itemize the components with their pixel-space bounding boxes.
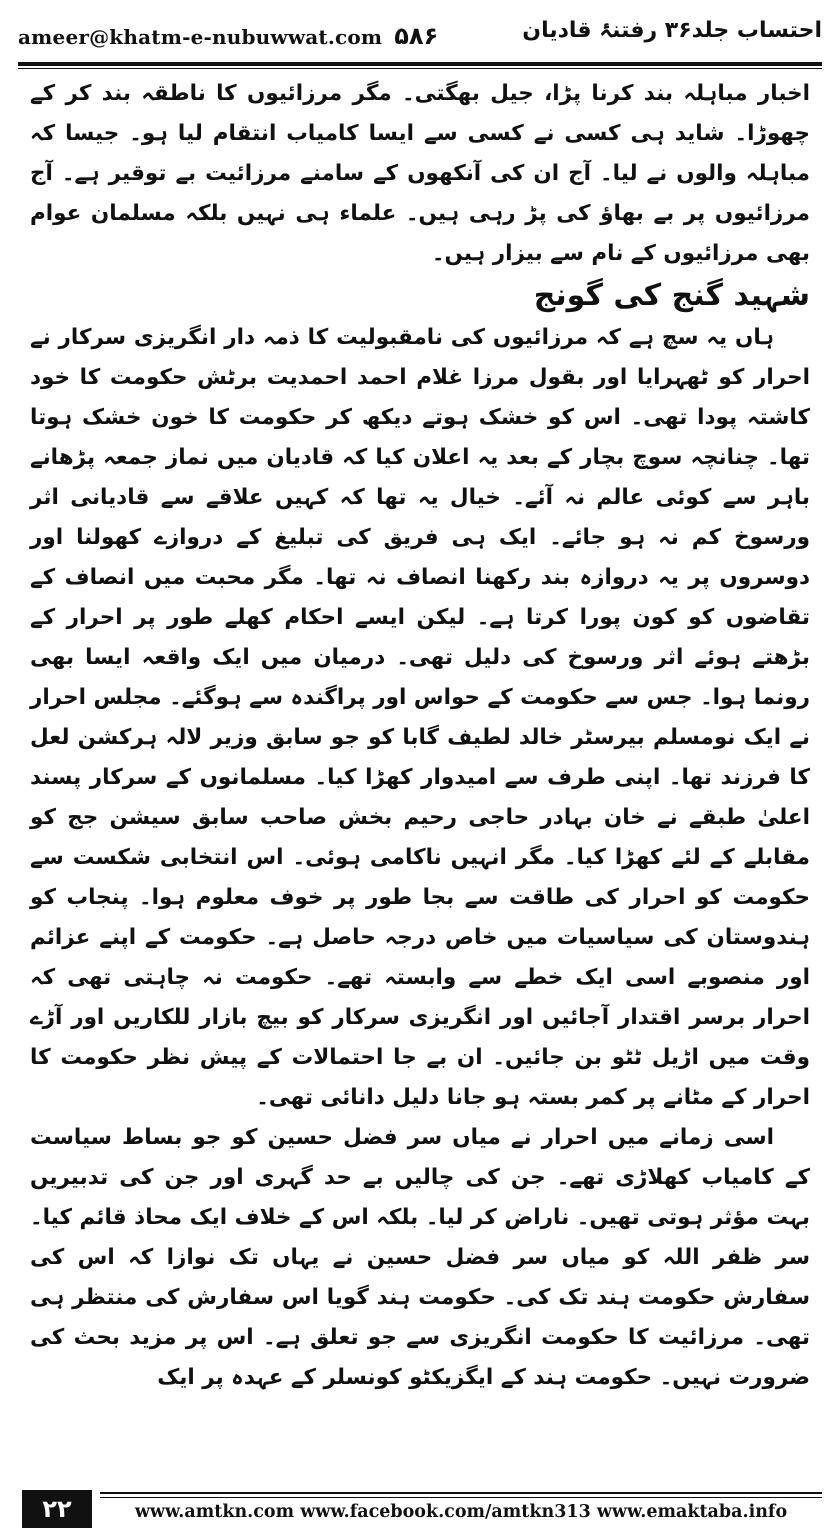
footer-page-number: ۲۲	[22, 1490, 92, 1528]
section-heading: شہید گنج کی گونج	[533, 278, 810, 313]
email-address: ameer@khatm-e-nubuwwat.com	[18, 25, 383, 49]
header-rule-thin	[18, 68, 822, 69]
footer-rule-thin	[100, 1497, 822, 1498]
header-rule-thick	[18, 62, 822, 66]
page-header	[18, 14, 822, 58]
page-body	[30, 74, 810, 1398]
paragraph-1: اخبار مباہلہ بند کرنا پڑا، جیل بھگتی۔ مگر مرزائیوں کا ناطقہ بند کر کے چھوڑا۔ شاید ہی کسی نے کسی سے ایسا کامیاب انتقام لیا ہو۔ جیسا کہ مباہلہ والوں نے لیا۔ آج ان کی آنکھوں کے سامنے مرزائیت بے توقیر ہے۔ آج مرزائیوں پر بے بھاؤ کی پڑ رہی ہیں۔ علماء ہی نہیں بلکہ مسلمان عوام بھی مرزائیوں کے نام سے بیزار ہیں۔	[30, 81, 810, 266]
footer-links: www.amtkn.com www.facebook.com/amtkn313 www.emaktaba.info	[134, 1502, 788, 1522]
book-title: احتساب جلد۳۶ رفتنۂ قادیان	[522, 18, 822, 43]
paragraph-2: ہاں یہ سچ ہے کہ مرزائیوں کی نامقبولیت کا ذمہ دار انگریزی سرکار نے احرار کو ٹھہرایا اور بقول مرزا غلام احمد احمدیت برٹش حکومت کا خود کاشتہ پودا تھی۔ اس کو خشک ہوتے دیکھ کر حکومت کا خون خشک ہوتا تھا۔ چنانچہ سوچ بچار کے بعد یہ اعلان کیا کہ قادیان میں نماز جمعہ پڑھانے باہر سے کوئی عالم نہ آئے۔ خیال یہ تھا کہ کہیں علاقے سے قادیانی اثر ورسوخ کم نہ ہو جائے۔ ایک ہی فریق کی تبلیغ کے دروازے کھولنا اور دوسروں پر یہ دروازہ بند رکھنا انصاف نہ تھا۔ مگر محبت میں انصاف کے تقاضوں کو کون پورا کرتا ہے۔ لیکن ایسے احکام کھلے طور پر احرار کے بڑھتے ہوئے اثر ورسوخ کی دلیل تھی۔ درمیان میں ایک واقعہ ایسا بھی رونما ہوا۔ جس سے حکومت کے حواس اور پراگندہ سے ہوگئے۔ مجلس احرار نے ایک نومسلم بیرسٹر خالد لطیف گابا کو جو سابق وزیر لالہ ہرکشن لعل کا فرزند تھا۔ اپنی طرف سے امیدوار کھڑا کیا۔ مسلمانوں کے سرکار پسند اعلیٰ طبقے نے خان بہادر حاجی رحیم بخش صاحب سابق سیشن جج کو مقابلے کے لئے کھڑا کیا۔ مگر انہیں ناکامی ہوئی۔ اس انتخابی شکست سے حکومت کو احرار کی طاقت سے بجا طور پر خوف معلوم ہوا۔ پنجاب کو ہندوستان کی سیاسیات میں خاص درجہ حاصل ہے۔ حکومت کے اپنے عزائم اور منصوبے اسی ایک خطے سے وابستہ تھے۔ حکومت نہ چاہتی تھی کہ احرار برسر اقتدار آجائیں اور انگریزی سرکار کو بیچ بازار للکاریں اور آڑے وقت میں اڑیل ٹٹو بن جائیں۔ ان بے جا احتمالات کے پیش نظر حکومت کا احرار کے مٹانے پر کمر بستہ ہو جانا دلیل دانائی تھی۔	[30, 325, 810, 1110]
paragraph-3: اسی زمانے میں احرار نے میاں سر فضل حسین کو جو بساط سیاست کے کامیاب کھلاڑی تھے۔ جن کی چالیں بے حد گہری اور جن کی تدبیریں بہت مؤثر ہوتی تھیں۔ ناراض کر لیا۔ بلکہ اس کے خلاف ایک محاذ قائم کیا۔ سر ظفر اللہ کو میاں سر فضل حسین نے یہاں تک نوازا کہ اس کی سفارش حکومت ہند تک کی۔ حکومت ہند گویا اس سفارش کی منتظر ہی تھی۔ مرزائیت کا حکومت انگریزی سے جو تعلق ہے۔ اس پر مزید بحث کی ضرورت نہیں۔ حکومت ہند کے ایگزیکٹو کونسلر کے عہدہ پر ایک	[30, 1125, 810, 1390]
footer-rule-thick	[100, 1492, 822, 1494]
header-email-line	[18, 22, 438, 50]
header-page-number: ۵۸۶	[394, 22, 439, 50]
